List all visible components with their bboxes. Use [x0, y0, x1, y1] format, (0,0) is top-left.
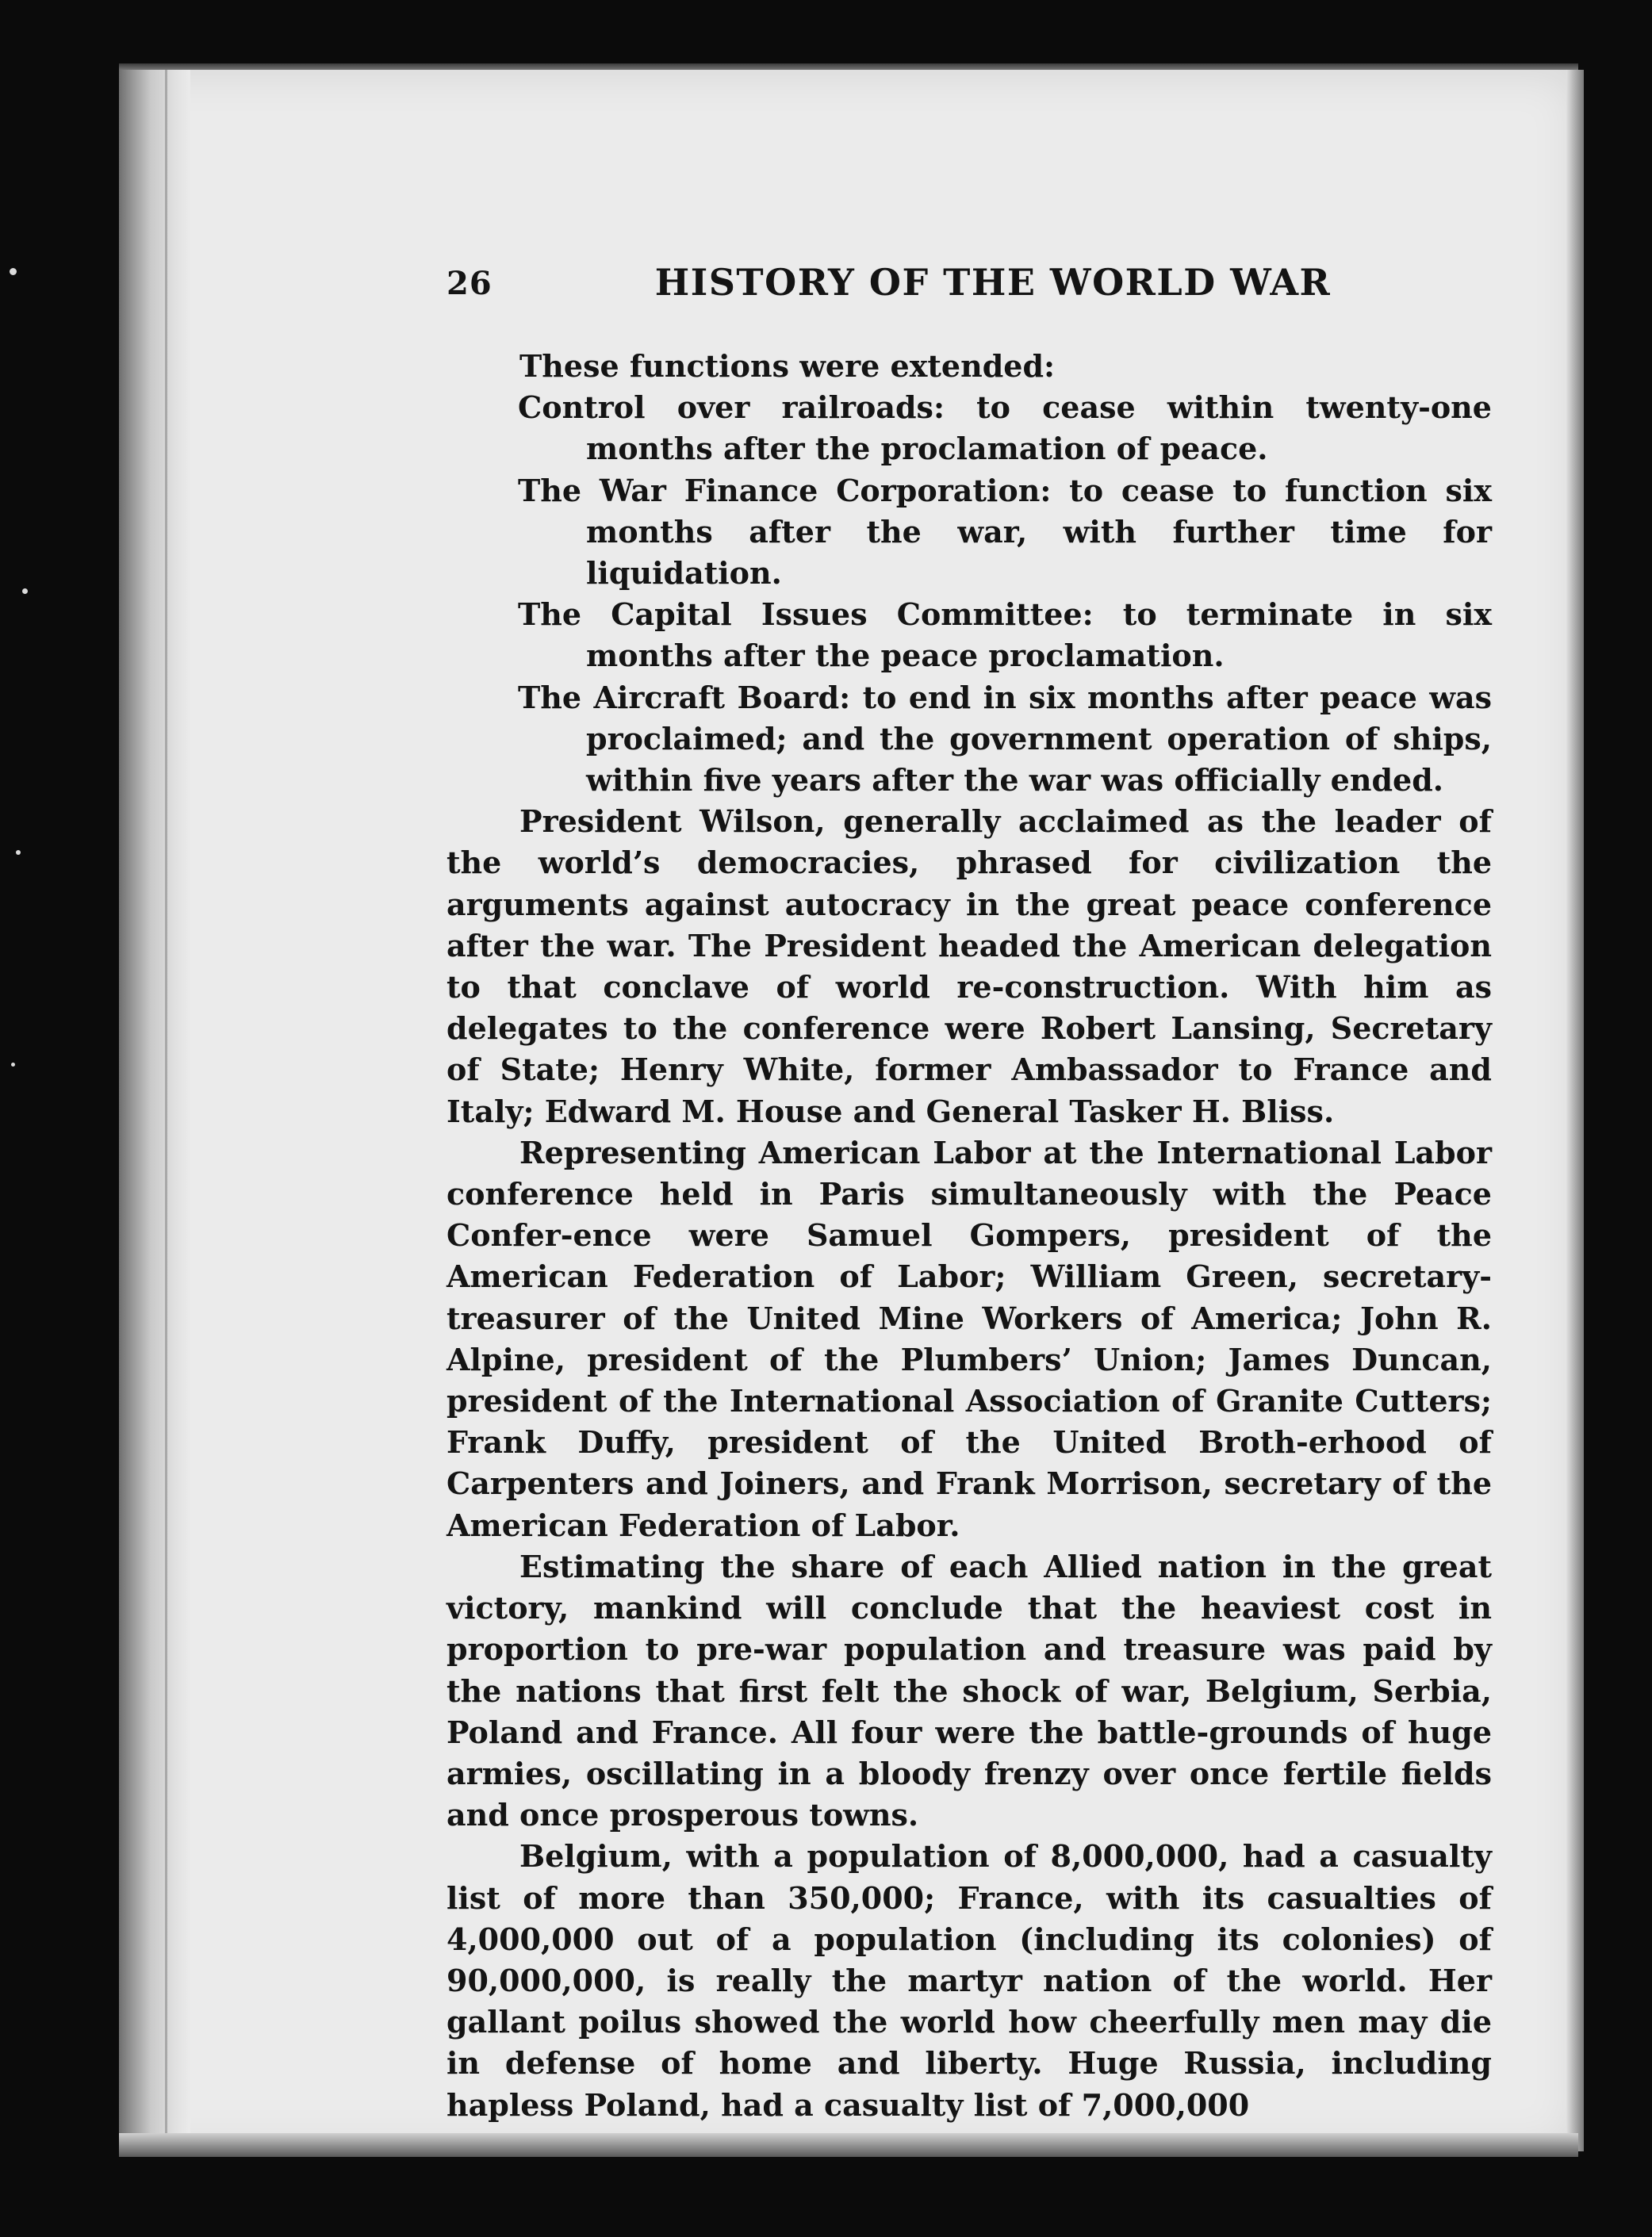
page-bottom-edge — [119, 2133, 1578, 2157]
running-head — [447, 262, 1492, 311]
margin-speck — [11, 1063, 15, 1067]
page-number: 26 — [447, 265, 493, 302]
running-title: HISTORY OF THE WORLD WAR — [654, 261, 1332, 304]
functions-intro: These functions were extended: — [519, 348, 1056, 384]
paragraph-casualties: Belgium, with a population of 8,000,000, had a casualty list of more than 350,000; France, with its casualties of 4,000,000 out of a population (including its colonies) of 90,000,000, is really the martyr nation of the world. Her gallant poilus showed the world how cheerfully men may die in defense of home and liberty. Huge Russia, including hapless Poland, had a casualty list of 7,000,000 — [447, 1838, 1492, 2123]
function-item-war-finance: The War Finance Corporation: to cease to function six months after the war, with further time for liquidation. — [518, 472, 1492, 592]
margin-speck — [16, 850, 21, 855]
page-right-edge — [1566, 70, 1584, 2151]
paragraph-wilson: President Wilson, generally acclaimed as the leader of the world’s democracies, phrased for civilization the arguments against autocracy in the great peace conference after the war. The President headed the American delegation to that conclave of world re-construction. With him as delegates to the conference were Robert Lansing, Secretary of State; Henry White, former Ambassador to France and Italy; Edward M. House and General Tasker H. Bliss. — [447, 803, 1492, 1129]
margin-speck — [22, 588, 28, 594]
function-item-aircraft-board: The Aircraft Board: to end in six months after peace was proclaimed; and the government operation of ships, within five years after the war was officially ended. — [518, 679, 1492, 799]
paragraph-labor: Representing American Labor at the International Labor conference held in Paris simultaneously with the Peace Confer-ence were Samuel Gompers, president of the American Federation of Labor; William Green, secretary-treasurer of the United Mine Workers of America; John R. Alpine, president of the Plumbers’ Union; James Duncan, president of the International Association of Granite Cutters; Frank Duffy, president of the United Broth-erhood of Carpenters and Joiners, and Frank Morrison, secretary of the American Federation of Labor. — [447, 1134, 1492, 1543]
function-item-railroads: Control over railroads: to cease within twenty-one months after the proclamation of peace. — [518, 389, 1492, 467]
page-text — [447, 262, 1492, 2126]
margin-speck — [10, 268, 17, 275]
function-item-capital-issues: The Capital Issues Committee: to terminate in six months after the peace proclamation. — [518, 596, 1492, 674]
paragraph-allied-share: Estimating the share of each Allied nation in the great victory, mankind will conclude that the heaviest cost in proportion to pre-war population and treasure was paid by the nations that first felt the shock of war, Belgium, Serbia, Poland and France. All four were the battle-grounds of huge armies, oscillating in a bloody frenzy over once fertile fields and once prosperous towns. — [447, 1548, 1492, 1833]
page-gutter-shadow — [119, 70, 190, 2151]
